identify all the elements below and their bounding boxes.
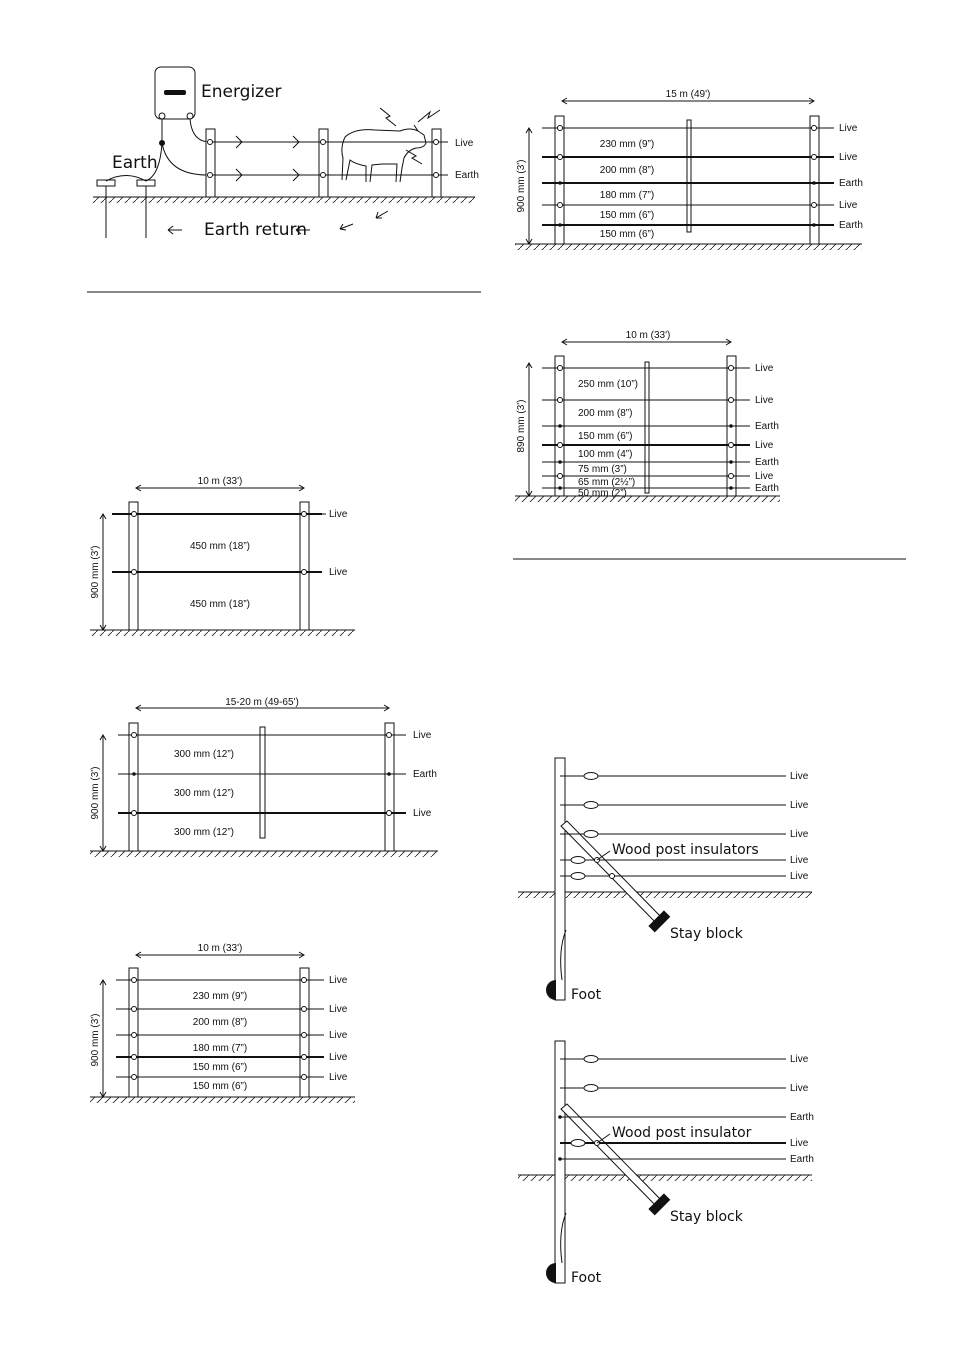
height-label: 900 mm (3') bbox=[90, 1013, 101, 1067]
insulator-label: Wood post insulators bbox=[612, 842, 759, 858]
fence-e bbox=[515, 330, 780, 502]
wire-label: Live bbox=[755, 471, 774, 482]
height-label: 900 mm (3') bbox=[516, 159, 527, 213]
wire-label: Live bbox=[413, 730, 432, 741]
wire-label: Earth bbox=[790, 1154, 814, 1165]
height-label: 900 mm (3') bbox=[90, 545, 101, 599]
wire-label: Live bbox=[329, 1030, 348, 1041]
strainer-post-diagram-2 bbox=[518, 1041, 814, 1286]
span-label: 10 m (33') bbox=[197, 943, 243, 954]
spacing-label: 300 mm (12”) bbox=[173, 827, 235, 838]
spacing-label: 200 mm (8”) bbox=[599, 165, 655, 176]
stay-block-label: Stay block bbox=[670, 926, 743, 942]
foot-label: Foot bbox=[571, 1270, 602, 1286]
wire-label: Live bbox=[790, 800, 809, 811]
spacing-label: 150 mm (6”) bbox=[192, 1062, 248, 1073]
wire-label: Live bbox=[790, 855, 809, 866]
wire-label: Earth bbox=[755, 483, 779, 494]
height-label: 900 mm (3') bbox=[90, 766, 101, 820]
wire-label: Live bbox=[790, 871, 809, 882]
strainer-post-diagram-1 bbox=[518, 758, 812, 1003]
wire-label: Live bbox=[329, 1072, 348, 1083]
wire-label-live: Live bbox=[455, 138, 474, 149]
span-label: 10 m (33') bbox=[197, 476, 243, 487]
wire-label: Live bbox=[790, 1138, 809, 1149]
wire-label: Live bbox=[790, 829, 809, 840]
wire-label: Earth bbox=[839, 178, 863, 189]
spacing-label: 230 mm (9”) bbox=[192, 991, 248, 1002]
span-label: 10 m (33') bbox=[625, 330, 671, 341]
fence-c bbox=[90, 943, 355, 1103]
spacing-label: 230 mm (9”) bbox=[599, 139, 655, 150]
spacing-label: 150 mm (6”) bbox=[578, 431, 633, 442]
spacing-label: 180 mm (7”) bbox=[599, 190, 655, 201]
spacing-label: 200 mm (8”) bbox=[578, 408, 633, 419]
wire-label: Live bbox=[839, 123, 858, 134]
spacing-label: 200 mm (8”) bbox=[192, 1017, 248, 1028]
fence-b bbox=[90, 697, 438, 857]
spacing-label: 450 mm (18”) bbox=[189, 541, 251, 552]
spacing-label: 300 mm (12”) bbox=[173, 788, 235, 799]
spacing-label: 300 mm (12”) bbox=[173, 749, 235, 760]
wire-label: Live bbox=[329, 975, 348, 986]
fence-d bbox=[515, 89, 863, 250]
energizer-diagram bbox=[93, 67, 479, 240]
earth-return-label: Earth return bbox=[204, 220, 307, 240]
wire-label: Live bbox=[413, 808, 432, 819]
height-label: 890 mm (3') bbox=[516, 399, 527, 453]
wire-label: Live bbox=[329, 1004, 348, 1015]
cow-icon bbox=[342, 125, 426, 182]
wire-label: Earth bbox=[755, 457, 779, 468]
fence-a bbox=[90, 476, 355, 636]
wire-label: Live bbox=[790, 1083, 809, 1094]
foot-label: Foot bbox=[571, 987, 602, 1003]
spacing-label: 150 mm (6”) bbox=[599, 210, 655, 221]
wire-label: Live bbox=[790, 771, 809, 782]
spacing-label: 75 mm (3”) bbox=[578, 464, 627, 475]
spacing-label: 180 mm (7”) bbox=[192, 1043, 248, 1054]
energizer-label: Energizer bbox=[201, 82, 282, 102]
stay-block-label: Stay block bbox=[670, 1209, 743, 1225]
spacing-label: 65 mm (2½”) bbox=[578, 477, 636, 488]
wire-label: Live bbox=[329, 567, 348, 578]
wire-label: Earth bbox=[755, 421, 779, 432]
wire-label: Live bbox=[755, 363, 774, 374]
wire-label: Earth bbox=[839, 220, 863, 231]
wire-label: Live bbox=[755, 440, 774, 451]
wire-label: Live bbox=[839, 200, 858, 211]
spacing-label: 100 mm (4”) bbox=[578, 449, 633, 460]
earth-label: Earth bbox=[112, 153, 158, 173]
spacing-label: 250 mm (10”) bbox=[578, 379, 639, 390]
wire-label: Live bbox=[790, 1054, 809, 1065]
wire-label: Live bbox=[329, 1052, 348, 1063]
wire-label: Earth bbox=[790, 1112, 814, 1123]
wire-label: Live bbox=[755, 395, 774, 406]
wire-label: Live bbox=[329, 509, 348, 520]
wire-label-earth: Earth bbox=[455, 170, 479, 181]
span-label: 15-20 m (49-65') bbox=[225, 697, 299, 708]
wire-label: Live bbox=[839, 152, 858, 163]
spacing-label: 150 mm (6”) bbox=[599, 229, 655, 240]
insulator-label: Wood post insulator bbox=[612, 1125, 752, 1141]
spacing-label: 450 mm (18”) bbox=[189, 599, 251, 610]
wire-label: Earth bbox=[413, 769, 437, 780]
spacing-label: 150 mm (6”) bbox=[192, 1081, 248, 1092]
span-label: 15 m (49') bbox=[665, 89, 711, 100]
spacing-label: 50 mm (2”) bbox=[578, 488, 627, 499]
